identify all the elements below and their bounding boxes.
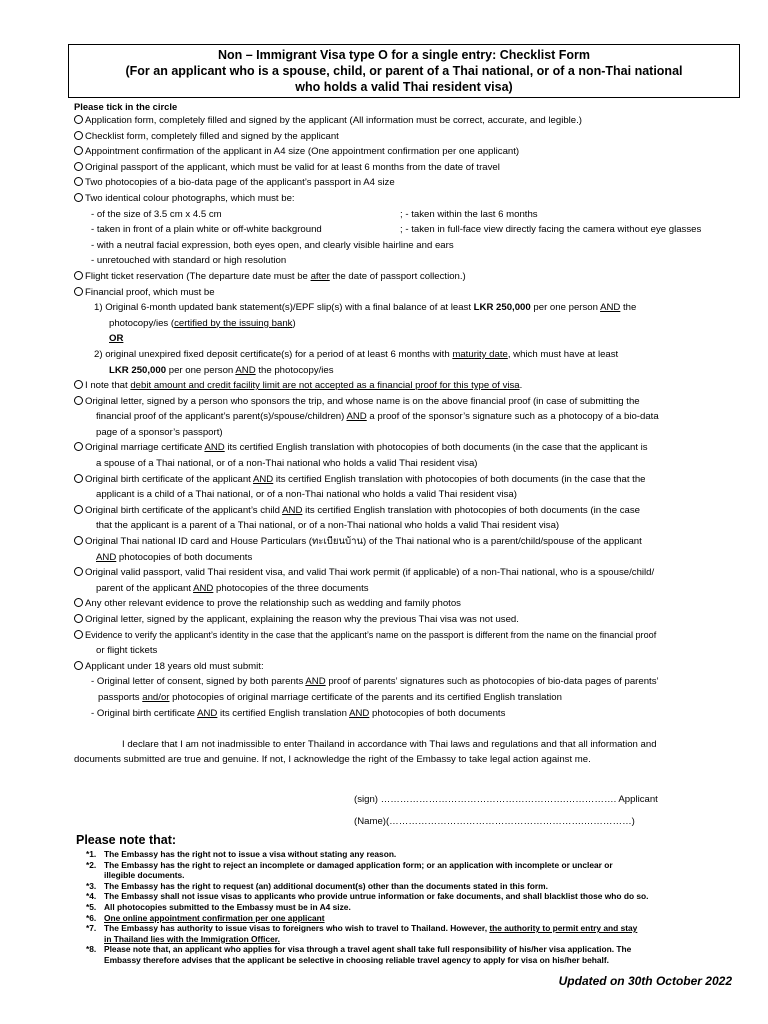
item-non-thai-documents: Original valid passport, valid Thai resident visa, and valid Thai work permit (if applicable) of a non-Thai national, who is a spouse/child/ [74, 565, 740, 581]
checkbox-circle[interactable] [74, 598, 83, 607]
item-minor: Applicant under 18 years old must submit: [74, 659, 740, 675]
minor-requirement: - Original birth certificate AND its certified English translation AND photocopies of both documents [91, 707, 506, 719]
photo-requirement: - with a neutral facial expression, both eyes open, and clearly visible hairline and ears [91, 239, 454, 251]
item-sponsor-letter-cont: financial proof of the applicant’s parent(s)/spouse/children) AND a proof of the sponsor’s signature such as a photocopy of a bio-data [96, 411, 659, 423]
item-marriage-certificate-cont: a spouse of a Thai national, or of a non-Thai national who holds a valid Thai resident visa) [96, 458, 478, 470]
item-thai-id: Original Thai national ID card and House Particulars (ทะเบียนบ้าน) of the Thai national who is a parent/child/spouse of the applicant [74, 534, 740, 550]
item-child-birth-certificate-cont: that the applicant is a parent of a Thai national, or of a non-Thai national who holds a valid Thai resident visa) [96, 520, 560, 532]
form-title-box [68, 44, 740, 98]
checklist [74, 100, 740, 721]
financial-option-2: 2) original unexpired fixed deposit certificate(s) for a period of at least 6 months with maturity date, which must have at least [94, 348, 619, 360]
item-biodata: Two photocopies of a bio-data page of the applicant’s passport in A4 size [74, 175, 740, 191]
item-marriage-certificate: Original marriage certificate AND its certified English translation with photocopies of both documents (in the case that the applicant is [74, 440, 740, 456]
checkbox-circle[interactable] [74, 474, 83, 483]
note-item: *3. The Embassy has the right to request (an) additional document(s) other than the documents stated in this form. [86, 880, 548, 891]
declaration-line: I declare that I am not inadmissible to enter Thailand in accordance with Thai laws and regulations and that all information and [122, 739, 657, 750]
checkbox-circle[interactable] [74, 177, 83, 186]
item-flight: Flight ticket reservation (The departure date must be after the date of passport collection.) [74, 269, 740, 285]
form-subtitle-line1: (For an applicant who is a spouse, child, or parent of a Thai national, or of a non-Thai national [125, 64, 683, 78]
item-birth-certificate: Original birth certificate of the applicant AND its certified English translation with photocopies of both documents (in the case that the [74, 472, 740, 488]
note-item: *4. The Embassy shall not issue visas to applicants who provide untrue information or fake documents, and shall blacklist those who do so. [86, 891, 649, 902]
item-birth-certificate-cont: applicant is a child of a Thai national, or of a non-Thai national who holds a valid Thai resident visa) [96, 489, 517, 501]
updated-date: Updated on 30th October 2022 [558, 974, 732, 988]
item-thai-id-cont: AND photocopies of both documents [96, 551, 253, 563]
note-item: *8. Please note that, an applicant who applies for visa through a travel agent shall take full responsibility of his/her visa application. The Embassy therefore advises that the applicant be selective in choosing reliable travel agency to apply for visa on his/her behalf. [86, 944, 632, 965]
checkbox-circle[interactable] [74, 396, 83, 405]
form-subtitle-line2: who holds a valid Thai resident visa) [295, 80, 513, 94]
financial-option-1: 1) Original 6-month updated bank statement(s)/EPF slip(s) with a final balance of at least LKR 250,000 per one person AND the [94, 302, 637, 314]
checkbox-circle[interactable] [74, 271, 83, 280]
note-item: *1. The Embassy has the right not to issue a visa without stating any reason. [86, 849, 397, 859]
note-item: *2. The Embassy has the right to reject an incomplete or damaged application form; or an application with incomplete or unclear or illegible documents. [86, 859, 613, 881]
financial-or: OR [109, 333, 124, 345]
item-sponsor-letter-cont: page of a sponsor’s passport) [96, 426, 223, 438]
checkbox-circle[interactable] [74, 442, 83, 451]
signature-line[interactable]: (sign) ………………………………………………….……………. Applicant [354, 794, 658, 805]
name-line[interactable]: (Name)(…………………………………………………….……………) [354, 816, 635, 827]
checkbox-circle[interactable] [74, 162, 83, 171]
notes-title: Please note that: [76, 833, 177, 847]
photo-requirement: - of the size of 3.5 cm x 4.5 cm ; - taken within the last 6 months [91, 208, 538, 220]
item-debit-note: I note that debit amount and credit facility limit are not accepted as a financial proof for this type of visa. [74, 378, 740, 394]
item-passport: Original passport of the applicant, which must be valid for at least 6 months from the date of travel [74, 160, 740, 176]
item-checklist-form: Checklist form, completely filled and signed by the applicant [74, 129, 740, 145]
declaration-line: documents submitted are true and genuine. If not, I acknowledge the right of the Embassy to take legal action against me. [74, 754, 591, 765]
minor-requirement-cont: passports and/or photocopies of original marriage certificate of the parents and its certified English translation [98, 691, 562, 703]
financial-option-1-cont: photocopy/ies (certified by the issuing bank) [109, 317, 296, 329]
note-item: *7. The Embassy has authority to issue visas to foreigners who wish to travel to Thailand. However, the authority to permit entry and stay in Thailand lies with the Immigration Officer. [86, 923, 638, 944]
checkbox-circle[interactable] [74, 131, 83, 140]
item-photos: Two identical colour photographs, which must be: [74, 191, 740, 207]
item-identity-evidence-cont: or flight tickets [96, 645, 158, 657]
photo-requirement: - taken in front of a plain white or off-white background ; - taken in full-face view directly facing the camera without eye glasses [91, 224, 702, 236]
checkbox-circle[interactable] [74, 146, 83, 155]
instruction: Please tick in the circle [74, 101, 178, 112]
item-financial: Financial proof, which must be [74, 285, 740, 301]
item-application-form: Application form, completely filled and signed by the applicant (All information must be correct, accurate, and legible.) [74, 113, 740, 129]
item-identity-evidence: Evidence to verify the applicant’s identity in the case that the applicant’s name on the passport is different from the name on the financial proof [74, 628, 740, 644]
checkbox-circle[interactable] [74, 630, 83, 639]
checkbox-circle[interactable] [74, 567, 83, 576]
note-item: *6. One online appointment confirmation per one applicant [86, 912, 325, 923]
checkbox-circle[interactable] [74, 614, 83, 623]
checkbox-circle[interactable] [74, 193, 83, 202]
item-previous-visa-letter: Original letter, signed by the applicant, explaining the reason why the previous Thai visa was not used. [74, 612, 740, 628]
note-item: *5. All photocopies submitted to the Embassy must be in A4 size. [86, 901, 351, 912]
checkbox-circle[interactable] [74, 287, 83, 296]
financial-option-2-cont: LKR 250,000 per one person AND the photocopy/ies [109, 364, 334, 376]
item-appointment: Appointment confirmation of the applicant in A4 size (One appointment confirmation per one applicant) [74, 144, 740, 160]
form-title: Non – Immigrant Visa type O for a single entry: Checklist Form [217, 48, 591, 62]
item-non-thai-documents-cont: parent of the applicant AND photocopies of the three documents [96, 582, 369, 594]
minor-requirement: - Original letter of consent, signed by both parents AND proof of parents’ signatures such as photocopies of bio-data pages of parents’ [91, 676, 659, 688]
item-relationship-evidence: Any other relevant evidence to prove the relationship such as wedding and family photos [74, 596, 740, 612]
item-child-birth-certificate: Original birth certificate of the applicant’s child AND its certified English translation with photocopies of both documents (in the case [74, 503, 740, 519]
checkbox-circle[interactable] [74, 380, 83, 389]
checkbox-circle[interactable] [74, 536, 83, 545]
checkbox-circle[interactable] [74, 505, 83, 514]
photo-requirement: - unretouched with standard or high resolution [91, 255, 287, 267]
notes-list [86, 849, 736, 966]
checkbox-circle[interactable] [74, 661, 83, 670]
item-sponsor-letter: Original letter, signed by a person who sponsors the trip, and whose name is on the above financial proof (in case of submitting the [74, 394, 740, 410]
declaration [74, 737, 740, 767]
checkbox-circle[interactable] [74, 115, 83, 124]
